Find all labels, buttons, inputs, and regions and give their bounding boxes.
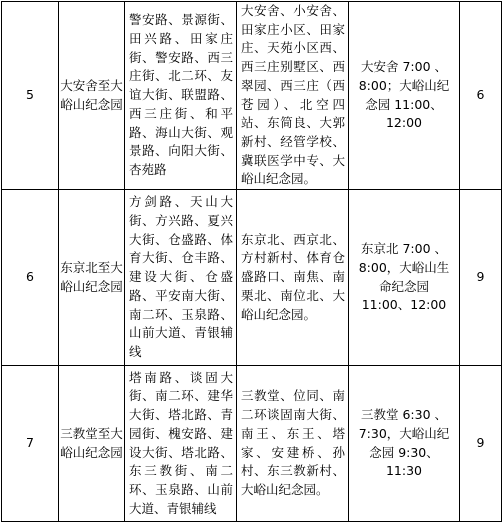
table-row (2, 366, 502, 522)
route-name: 大安舍至大峪山纪念园 (59, 2, 125, 190)
route-number: 7 (2, 366, 59, 522)
table-row (2, 190, 502, 366)
route-stops: 大安舍、小安舍、田家庄小区、田家庄、天苑小区西、西三庄别墅区、西翠园、西三庄（西苍园）、北空四站、东简良、大郭新村、经管学校、冀联医学中专、大峪山纪念园。 (237, 2, 349, 190)
service-days: 9 (460, 190, 502, 366)
route-roads: 警安路、景源街、田兴路、田家庄街、警安路、西三庄街、北二环、友谊大街、联盟路、西三庄街、和平路、海山大街、观景路、向阳大街、杏苑路 (125, 2, 237, 190)
bus-route-table (1, 1, 502, 522)
route-stops: 东京北、西京北、方村新村、体育仓盛路口、南焦、南栗北、南位北、大峪山纪念园。 (237, 190, 349, 366)
service-days: 6 (460, 2, 502, 190)
route-roads: 塔南路、谈固大街、南二环、建华大街、塔北路、青园街、槐安路、建设大街、塔北路、东三教街、南二环、玉泉路、山前大道、青银辅线 (125, 366, 237, 522)
route-name: 三教堂至大峪山纪念园 (59, 366, 125, 522)
route-name: 东京北至大峪山纪念园 (59, 190, 125, 366)
departure-times: 三教堂 6:30 、7:30，大峪山纪念园 9:30、11:30 (349, 366, 460, 522)
route-roads: 方剑路、天山大街、方兴路、夏兴大街、仓盛路、体育大街、仓丰路、建设大街、仓盛路、平安南大街、南二环、玉泉路、山前大道、青银辅线 (125, 190, 237, 366)
route-stops: 三教堂、位同、南二环谈固南大街、南王、东王、塔家、安建桥、孙村、东三教新村、大峪山纪念园。 (237, 366, 349, 522)
service-days: 9 (460, 366, 502, 522)
table-row (2, 2, 502, 190)
route-number: 5 (2, 2, 59, 190)
route-number: 6 (2, 190, 59, 366)
departure-times: 东京北 7:00 、8:00，大峪山生命纪念园 11:00、12:00 (349, 190, 460, 366)
departure-times: 大安舍 7:00 、8:00；大峪山纪念园 11:00、12:00 (349, 2, 460, 190)
